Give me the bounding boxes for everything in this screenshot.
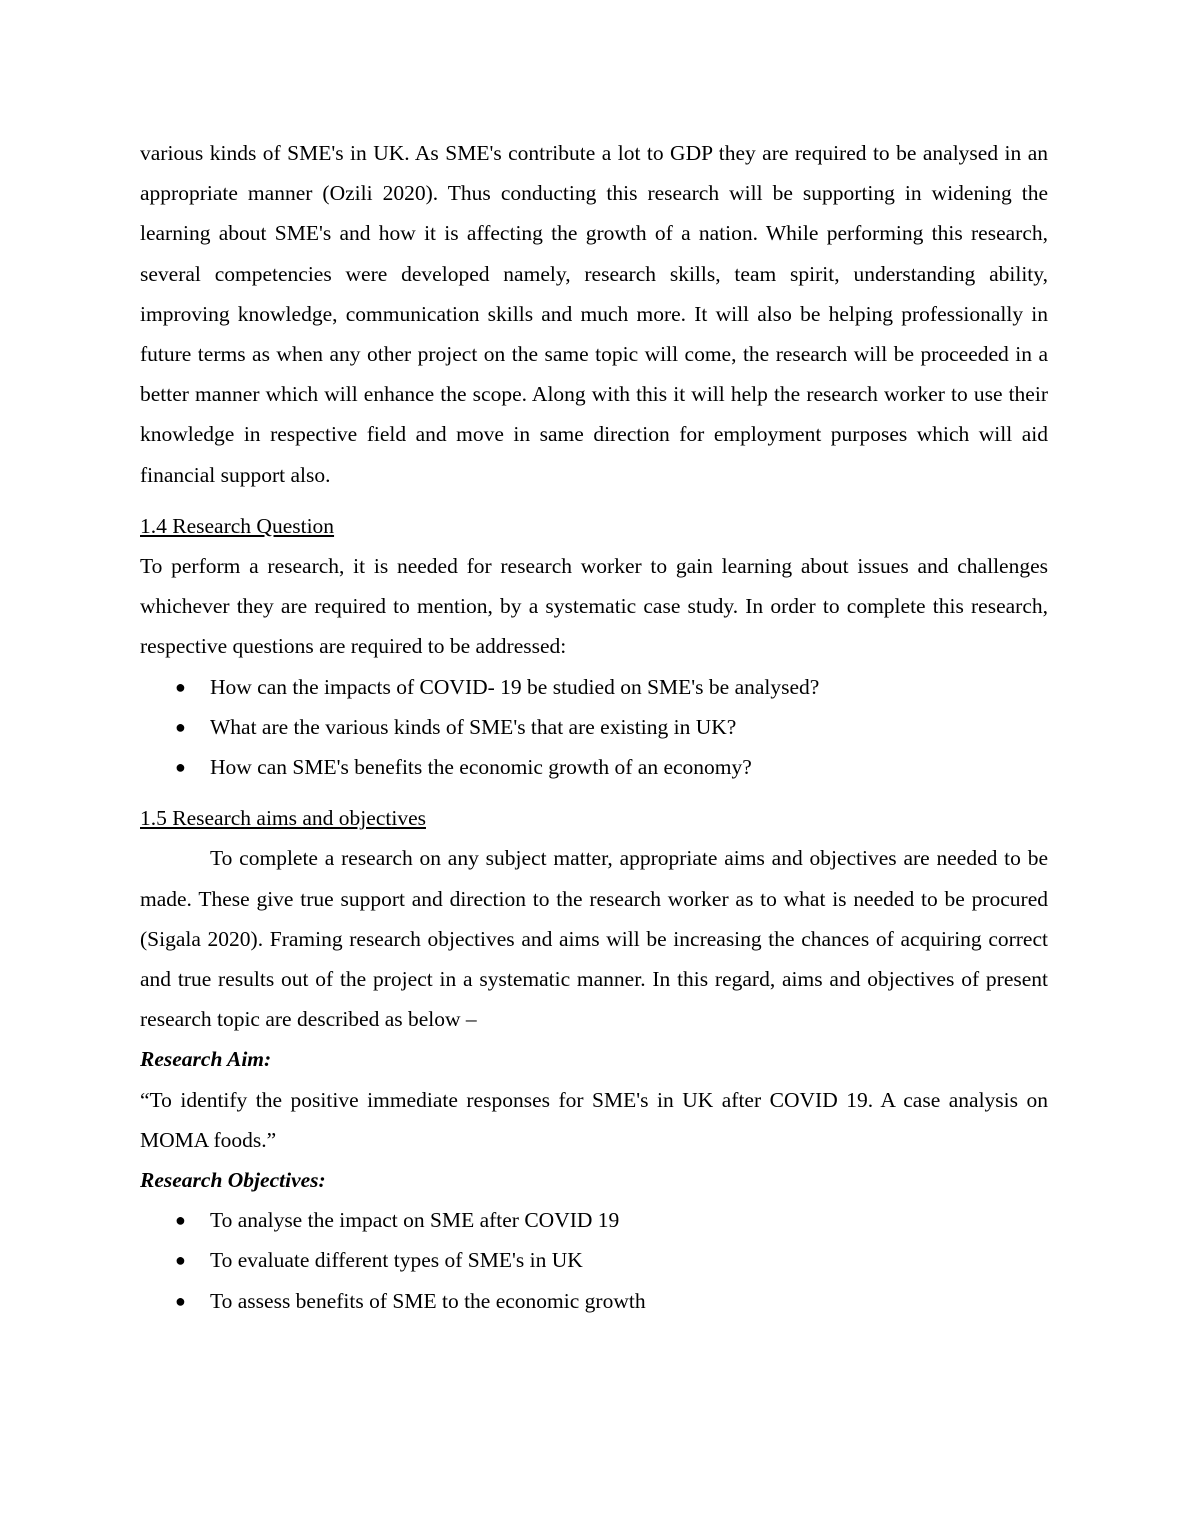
list-item-text: How can SME's benefits the economic growth of an economy? (210, 755, 752, 780)
list-item-text: How can the impacts of COVID- 19 be studied on SME's be analysed? (210, 674, 820, 699)
list-item (140, 1200, 1048, 1240)
bullet-icon: ● (175, 676, 186, 697)
list-item (140, 1240, 1048, 1280)
research-objectives-list (140, 1200, 1048, 1321)
list-item (140, 747, 1048, 787)
research-question-paragraph: To perform a research, it is needed for research worker to gain learning about issues and challenges whichever they are required to mention, by a systematic case study. In order to complete this research, respective questions are required to be addressed: (140, 554, 1048, 659)
section-heading-aims-objectives: 1.5 Research aims and objectives (140, 806, 426, 831)
list-item (140, 1281, 1048, 1321)
list-item (140, 707, 1048, 747)
list-item-text: To assess benefits of SME to the economic growth (210, 1288, 646, 1313)
bullet-icon: ● (175, 1250, 186, 1271)
list-item-text: To analyse the impact on SME after COVID 19 (210, 1208, 620, 1233)
research-questions-list (140, 667, 1048, 788)
section-heading-research-question: 1.4 Research Question (140, 513, 335, 538)
intro-paragraph: various kinds of SME's in UK. As SME's contribute a lot to GDP they are required to be analysed in an appropriate manner (Ozili 2020). Thus conducting this research will be supporting in widening the learning about SME's and how it is affecting the growth of a nation. While performing this research, several competencies were developed namely, research skills, team spirit, understanding ability, improving knowledge, communication skills and much more. It will also be helping professionally in future terms as when any other project on the same topic will come, the research will be proceeded in a better manner which will enhance the scope. Along with this it will help the research worker to use their knowledge in respective field and move in same direction for employment purposes which will aid financial support also. (140, 141, 1048, 487)
list-item-text: What are the various kinds of SME's that are existing in UK? (210, 714, 737, 739)
bullet-icon: ● (175, 1290, 186, 1311)
list-item-text: To evaluate different types of SME's in UK (210, 1248, 583, 1273)
aims-objectives-paragraph: To complete a research on any subject matter, appropriate aims and objectives are needed to be made. These give true support and direction to the research worker as to what is needed to be procured (Sigala 2020). Framing research objectives and aims will be increasing the chances of acquiring correct and true results out of the project in a systematic manner. In this regard, aims and objectives of present research topic are described as below – (140, 846, 1048, 1032)
research-aim-label: Research Aim: (140, 1047, 272, 1072)
research-objectives-label: Research Objectives: (140, 1168, 326, 1193)
bullet-icon: ● (175, 757, 186, 778)
list-item (140, 667, 1048, 707)
research-aim-text: “To identify the positive immediate responses for SME's in UK after COVID 19. A case analysis on MOMA foods.” (140, 1087, 1048, 1152)
bullet-icon: ● (175, 716, 186, 737)
bullet-icon: ● (175, 1210, 186, 1231)
document-page (140, 133, 1048, 1321)
